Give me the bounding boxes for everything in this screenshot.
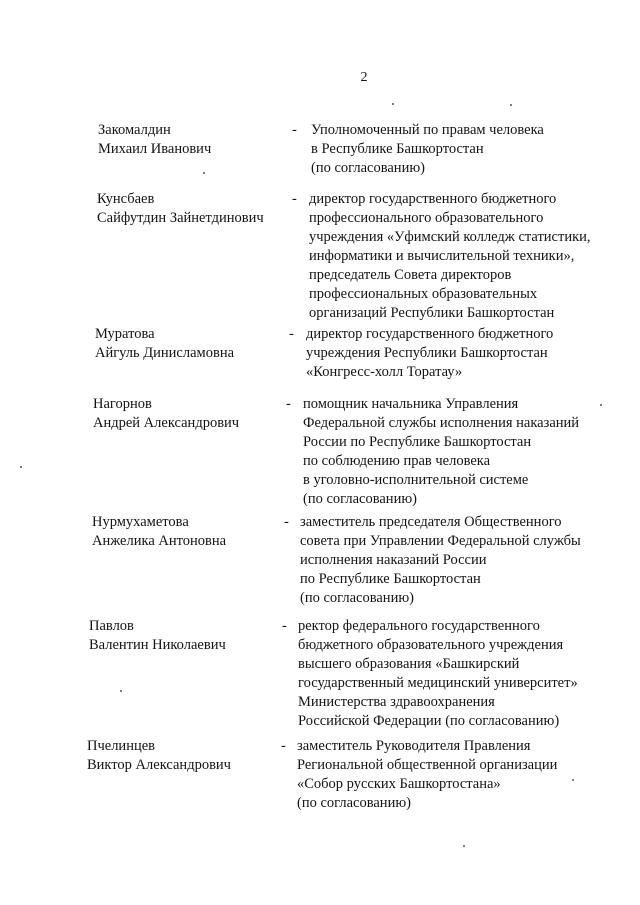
- role-line: Региональной общественной организации: [297, 757, 558, 773]
- member-surname: Пчелинцев: [87, 738, 155, 754]
- member-name: [95, 325, 315, 363]
- role-line: директор государственного бюджетного: [306, 326, 554, 342]
- dash-separator: -: [281, 738, 286, 754]
- scan-speck: [120, 690, 122, 692]
- member-role: [298, 617, 578, 731]
- scan-speck: [600, 404, 602, 406]
- dash-separator: -: [292, 122, 297, 138]
- scan-speck: [392, 103, 394, 105]
- role-line: исполнения наказаний России: [300, 552, 487, 568]
- member-name: [97, 190, 317, 228]
- role-line: (по согласованию): [300, 590, 414, 606]
- role-line: совета при Управлении Федеральной службы: [300, 533, 581, 549]
- role-line: организаций Республики Башкортостан: [309, 305, 555, 321]
- role-line: профессионального образовательного: [309, 210, 544, 226]
- member-given-names: Айгуль Динисламовна: [95, 345, 235, 361]
- member-surname: Закомалдин: [98, 122, 171, 138]
- member-surname: Муратова: [95, 326, 155, 342]
- scan-speck: [463, 845, 465, 847]
- member-role: [311, 121, 544, 178]
- member-surname: Нагорнов: [93, 396, 152, 412]
- page-number: 2: [360, 70, 368, 85]
- member-name: [98, 121, 318, 159]
- role-line: заместитель Руководителя Правления: [297, 738, 531, 754]
- member-given-names: Сайфутдин Зайнетдинович: [97, 210, 264, 226]
- member-surname: Павлов: [89, 618, 134, 634]
- role-line: учреждения Республики Башкортостан: [306, 345, 548, 361]
- role-line: по соблюдению прав человека: [303, 453, 491, 469]
- role-line: (по согласованию): [303, 491, 417, 507]
- member-name: [93, 395, 313, 433]
- member-name: [92, 513, 312, 551]
- member-name: [87, 737, 307, 775]
- member-name: [89, 617, 309, 655]
- role-line: «Собор русских Башкортостана»: [297, 776, 501, 792]
- role-line: Российской Федерации (по согласованию): [298, 713, 560, 729]
- role-line: учреждения «Уфимский колледж статистики,: [309, 229, 591, 245]
- role-line: в уголовно-исполнительной системе: [303, 472, 529, 488]
- role-line: Министерства здравоохранения: [298, 694, 495, 710]
- member-given-names: Михаил Иванович: [98, 141, 212, 157]
- role-line: ректор федерального государственного: [298, 618, 540, 634]
- scan-speck: [510, 104, 512, 106]
- dash-separator: -: [282, 618, 287, 634]
- scan-speck: [572, 779, 574, 781]
- member-surname: Нурмухаметова: [92, 514, 189, 530]
- dash-separator: -: [289, 326, 294, 342]
- scan-speck: [20, 466, 22, 468]
- role-line: в Республике Башкортостан: [311, 141, 484, 157]
- member-role: [309, 190, 591, 323]
- dash-separator: -: [292, 191, 297, 207]
- role-line: директор государственного бюджетного: [309, 191, 557, 207]
- role-line: государственный медицинский университет»: [298, 675, 578, 691]
- role-line: высшего образования «Башкирский: [298, 656, 520, 672]
- role-line: «Конгресс-холл Торатау»: [306, 364, 463, 380]
- role-line: помощник начальника Управления: [303, 396, 519, 412]
- member-given-names: Валентин Николаевич: [89, 637, 226, 653]
- member-role: [303, 395, 579, 509]
- role-line: информатики и вычислительной техники»,: [309, 248, 575, 264]
- dash-separator: -: [284, 514, 289, 530]
- member-role: [297, 737, 557, 813]
- member-given-names: Анжелика Антоновна: [92, 533, 227, 549]
- member-given-names: Андрей Александрович: [93, 415, 240, 431]
- member-role: [300, 513, 581, 608]
- role-line: (по согласованию): [297, 795, 411, 811]
- role-line: России по Республике Башкортостан: [303, 434, 532, 450]
- member-surname: Кунсбаев: [97, 191, 155, 207]
- member-given-names: Виктор Александрович: [87, 757, 231, 773]
- role-line: бюджетного образовательного учреждения: [298, 637, 564, 653]
- role-line: профессиональных образовательных: [309, 286, 538, 302]
- role-line: заместитель председателя Общественного: [300, 514, 562, 530]
- dash-separator: -: [286, 396, 291, 412]
- member-role: [306, 325, 553, 382]
- role-line: (по согласованию): [311, 160, 425, 176]
- role-line: Федеральной службы исполнения наказаний: [303, 415, 580, 431]
- role-line: Уполномоченный по правам человека: [311, 122, 544, 138]
- role-line: председатель Совета директоров: [309, 267, 512, 283]
- scan-speck: [203, 172, 205, 174]
- role-line: по Республике Башкортостан: [300, 571, 481, 587]
